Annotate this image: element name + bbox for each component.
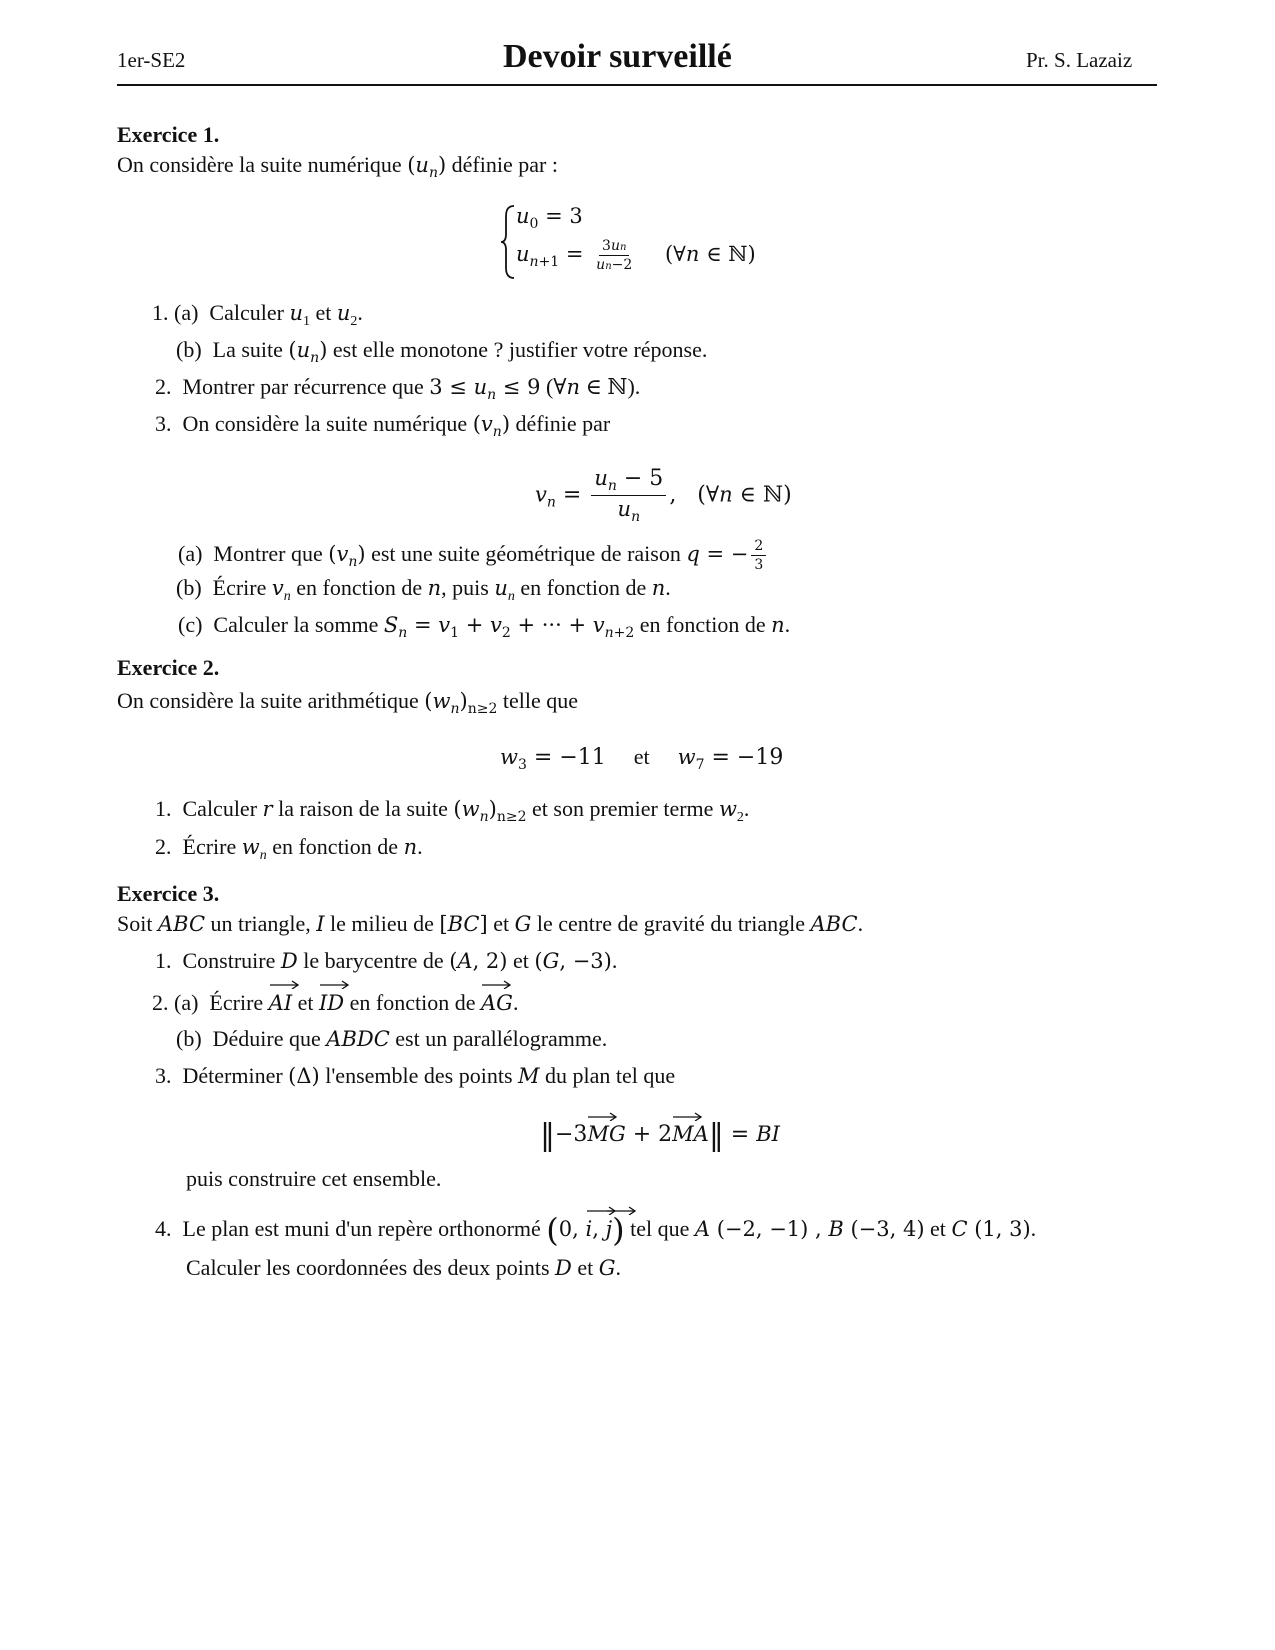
ex3-q3-after: puis construire cet ensemble. [186, 1166, 442, 1191]
ex2-q1: 1. Calculer r la raison de la suite $(w_n)_{n\ge 2}$ et son premier terme $w_2$. [155, 796, 750, 825]
page-title: Devoir surveillé [503, 38, 732, 75]
ex2-q2: 2. Écrire $w_n$ en fonction de n. [155, 834, 423, 863]
exercise1-intro: On considère la suite numérique $(u_n)$ définie par : [117, 152, 558, 181]
exam-page: 1er-SE2 Devoir surveillé Pr. S. Lazaiz Exercice 1. On considère la suite numérique $(u_n)$ définie par : $u_0 = 3$ $u_{n+1}$ = $\frac{3un}{un-2}$ (∀n ∈ ℕ) 1. (a) Calculer $u_1$ et $u_2$. (b) La suite $(u_n)$ est elle monotone ? justifier votre réponse. 2. Montrer par récurrence que $3 \le u_n \le 9$ (∀n ∈ ℕ). 3. On considère la suite numérique $(v_n)$ définie par $v_n$ = $\frac{u_n - 5}{u_n}$ , (∀n ∈ ℕ) (a) Montrer que $(v_n)$ est une suite géométrique de raison q = − $\frac{2}{3}$ (b) Écrire $v_n$ en fonction de n, puis $u_n$ en fonction de n. (c) Calculer la somme $S_n = v_1 + v_2$ + ··· + $v_{n+2}$ en fonction de n. Exercice 2. On considère la suite arithmétique $(w_n)_{n\ge 2}$ telle que $w_3 = -11$ et $w_7 = -19$ 1. Calculer r la raison de la suite $(w_n)_{n\ge 2}$ et son premier terme $w_2$. 2. Écrire $w_n$ en fonction de n. Exercice 3. Soit ABC un triangle, I le milieu de [BC] et G le centre de gravité du triangle ABC. 1. Construire D le barycentre de (A, 2) et (G, −3). 2. (a) Écrire AI et ID en fonction de AG . (b) Déduire que ABDC est un parallélogramme. 3. Déterminer (Δ) l'ensemble des points M du plan tel que ‖−3MG + 2MA ‖ = BI puis construire cet ensemble. 4. Le plan est muni d'un repère orthonormé (0, i , j ) tel que A (−2, −1) , B (−3, 4) et C (1, 3). Calculer les coordonnées des deux points D et G. [0, 0, 1275, 1650]
class-label: 1er-SE2 [117, 48, 186, 72]
vn-definition: $v_n$ = $\frac{u_n - 5}{u_n}$ , (∀n ∈ ℕ) [535, 466, 792, 526]
header-rule [117, 84, 1157, 86]
ex3-q2b: (b) Déduire que ABDC est un parallélogramme. [176, 1026, 608, 1051]
ex1-q1a: 1. (a) Calculer $u_1$ et $u_2$. [152, 300, 363, 329]
ex3-q2a: 2. (a) Écrire AI et ID en fonction de AG . [152, 990, 518, 1016]
ex3-q4-line2: Calculer les coordonnées des deux points D et G. [186, 1255, 622, 1280]
ex3-q3: 3. Déterminer (Δ) l'ensemble des points M du plan tel que [155, 1063, 676, 1088]
author-label: Pr. S. Lazaiz [1026, 48, 1133, 72]
exercise2-heading: Exercice 2. [117, 655, 220, 680]
ex3-q1: 1. Construire D le barycentre de (A, 2) et (G, −3). [155, 948, 618, 973]
w-values: $w_3 = -11$ et $w_7 = -19$ [500, 744, 784, 773]
ex3-q4: 4. Le plan est muni d'un repère orthonormé (0, i , j ) tel que A (−2, −1) , B (−3, 4) et C (1, 3). [155, 1216, 1036, 1243]
ex1-q3: 3. On considère la suite numérique $(v_n)$ définie par [155, 411, 611, 440]
left-brace [500, 204, 516, 280]
exercise1-heading: Exercice 1. [117, 122, 220, 147]
exercise2-intro: On considère la suite arithmétique $(w_n)_{n\ge 2}$ telle que [117, 688, 579, 717]
ex1-q3c: (c) Calculer la somme $S_n = v_1 + v_2$ + ··· + $v_{n+2}$ en fonction de n. [178, 612, 791, 641]
ex1-q3a: (a) Montrer que $(v_n)$ est une suite géométrique de raison q = − $\frac{2}{3}$ [178, 538, 769, 575]
ex1-q1b: (b) La suite $(u_n)$ est elle monotone ? justifier votre réponse. [176, 337, 708, 366]
exercise3-heading: Exercice 3. [117, 881, 220, 906]
exercise3-intro: Soit ABC un triangle, I le milieu de [BC] et G le centre de gravité du triangle ABC. [117, 911, 864, 936]
ex1-q3b: (b) Écrire $v_n$ en fonction de n, puis $u_n$ en fonction de n. [176, 575, 671, 604]
ex1-q2: 2. Montrer par récurrence que $3 \le u_n \le 9$ (∀n ∈ ℕ). [155, 374, 641, 403]
norm-equation: ‖−3MG + 2MA ‖ = BI [540, 1118, 780, 1153]
